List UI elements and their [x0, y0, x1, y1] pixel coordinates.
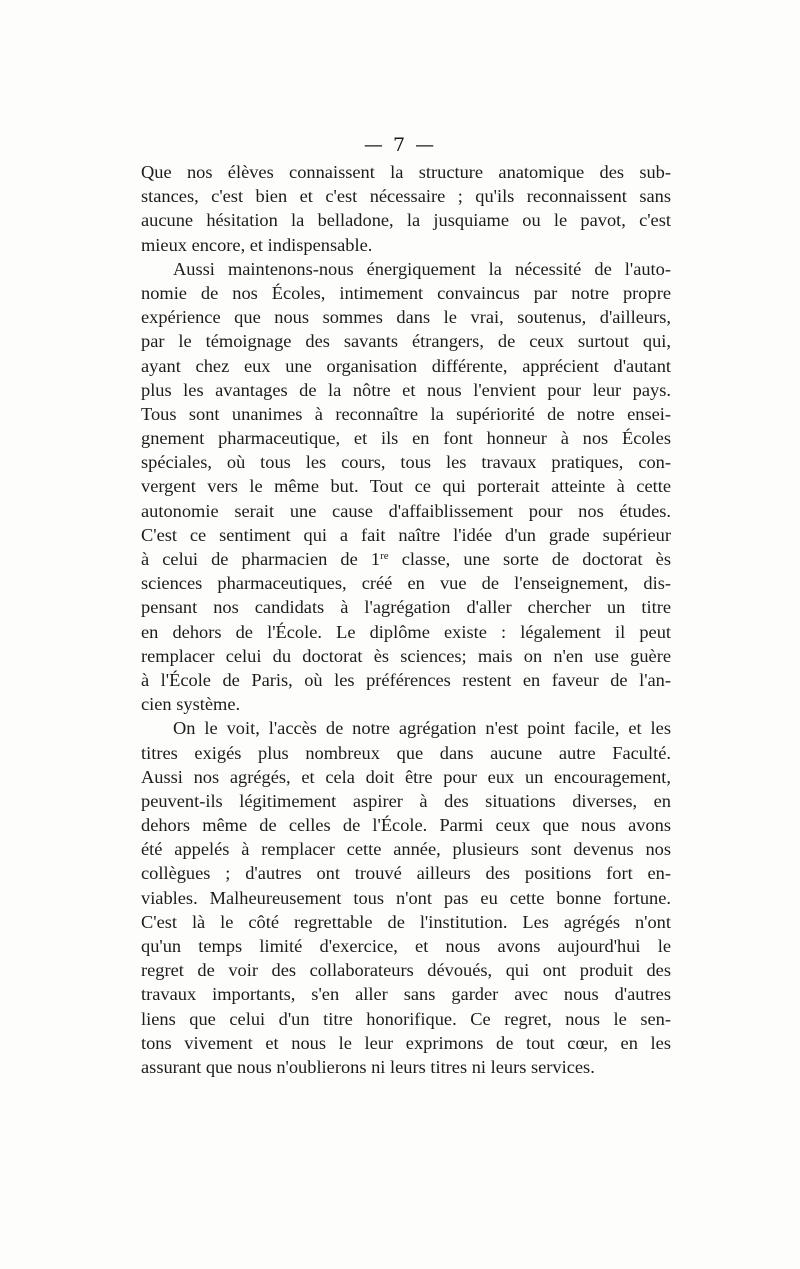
paragraph — [141, 160, 671, 257]
text-line: C'est là le côté regrettable de l'institution. Les agrégés n'ont — [141, 911, 671, 932]
text-line: en dehors de l'École. Le diplôme existe : légalement il peut — [141, 621, 671, 642]
paragraph — [141, 257, 671, 717]
text-line: C'est ce sentiment qui a fait naître l'idée d'un grade supérieur — [141, 524, 671, 545]
text-line: autonomie serait une cause d'affaiblissement pour nos études. — [141, 500, 671, 521]
ordinal-suffix: re — [380, 550, 389, 562]
text-line: à celui de pharmacien de 1re classe, une sorte de doctorat ès — [141, 549, 671, 569]
text-line: vergent vers le même but. Tout ce qui porterait atteinte à cette — [141, 476, 671, 497]
page-number: — 7 — — [363, 134, 437, 156]
text-line: Aussi nos agrégés, et cela doit être pour eux un encouragement, — [141, 766, 671, 787]
text-line: collègues ; d'autres ont trouvé ailleurs des positions fort en- — [141, 863, 671, 884]
text-line: spéciales, où tous les cours, tous les travaux pratiques, con- — [141, 452, 671, 473]
text-line: sciences pharmaceutiques, créé en vue de l'enseignement, dis- — [141, 573, 671, 594]
text-line: été appelés à remplacer cette année, plusieurs sont devenus nos — [141, 839, 671, 860]
text-line: Que nos élèves connaissent la structure anatomique des sub- — [141, 162, 671, 182]
text-line: expérience que nous sommes dans le vrai, soutenus, d'ailleurs, — [141, 307, 671, 328]
text-line: qu'un temps limité d'exercice, et nous avons aujourd'hui le — [141, 936, 671, 956]
text-line: ayant chez eux une organisation différente, apprécient d'autant — [141, 355, 671, 376]
paragraph — [141, 716, 671, 1079]
text-line: On le voit, l'accès de notre agrégation n'est point facile, et les — [173, 718, 671, 739]
text-line: regret de voir des collaborateurs dévoués, qui ont produit des — [141, 960, 671, 981]
text-line: par le témoignage des savants étrangers, de ceux surtout qui, — [141, 331, 671, 352]
text-line: dehors même de celles de l'École. Parmi ceux que nous avons — [141, 815, 671, 836]
text-line: remplacer celui du doctorat ès sciences; mais on n'en use guère — [141, 645, 671, 666]
text-line: assurant que nous n'oublierons ni leurs titres ni leurs services. — [141, 1056, 595, 1077]
text-line: Aussi maintenons-nous énergiquement la nécessité de l'auto- — [173, 258, 671, 279]
text-line: stances, c'est bien et c'est nécessaire ; qu'ils reconnaissent sans — [141, 186, 671, 207]
text-line: peuvent-ils légitimement aspirer à des situations diverses, en — [141, 790, 671, 811]
text-line: gnement pharmaceutique, et ils en font honneur à nos Écoles — [141, 428, 671, 449]
text-line: mieux encore, et indispensable. — [141, 234, 373, 255]
text-line: Tous sont unanimes à reconnaître la supériorité de notre ensei- — [141, 403, 671, 424]
text-line: titres exigés plus nombreux que dans aucune autre Faculté. — [141, 742, 671, 763]
text-line: liens que celui d'un titre honorifique. Ce regret, nous le sen- — [141, 1008, 671, 1029]
text-line: travaux importants, s'en aller sans garder avec nous d'autres — [141, 984, 671, 1005]
text-line: tons vivement et nous le leur exprimons de tout cœur, en les — [141, 1032, 671, 1053]
text-line: cien système. — [141, 694, 241, 715]
body-text — [141, 160, 671, 1079]
text-line: nomie de nos Écoles, intimement convaincus par notre propre — [141, 282, 671, 303]
text-line: à l'École de Paris, où les préférences restent en faveur de l'an- — [141, 669, 671, 690]
text-line: pensant nos candidats à l'agrégation d'aller chercher un titre — [141, 597, 671, 618]
text-line: viables. Malheureusement tous n'ont pas eu cette bonne fortune. — [141, 887, 671, 908]
text-line: aucune hésitation la belladone, la jusquiame ou le pavot, c'est — [141, 210, 671, 231]
text-line: plus les avantages de la nôtre et nous l'envient pour leur pays. — [141, 379, 671, 400]
